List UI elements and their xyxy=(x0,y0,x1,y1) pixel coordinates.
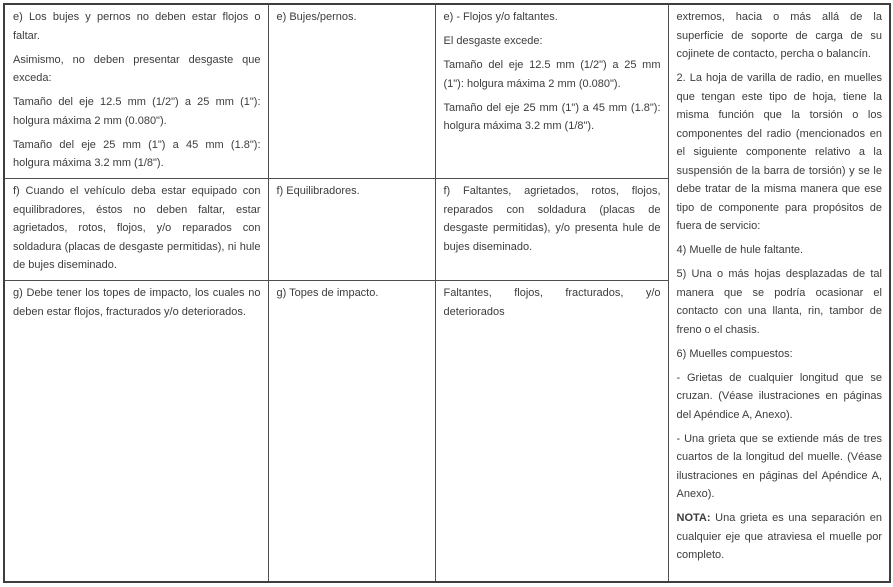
cell-componente-f xyxy=(268,179,435,281)
nota-text: Una grieta es una separación en cualquier eje que atraviesa el muelle por completo. xyxy=(676,512,883,561)
cell-paragraph: f) Cuando el vehículo deba estar equipado con equilibradores, éstos no deben faltar, estar agrietados, rotos, flojos, y/o reparados con soldadura (placas de desgaste permitidas), ni hule de bujes diseminado. xyxy=(13,185,261,271)
cell-componente-g xyxy=(268,281,435,583)
document-sheet xyxy=(3,3,890,584)
cell-paragraph: e) - Flojos y/o faltantes. xyxy=(443,11,558,23)
cell-paragraph: Faltantes, flojos, fracturados, y/o deteriorados xyxy=(443,287,661,318)
cell-paragraph: f) Equilibradores. xyxy=(276,185,360,197)
cell-paragraph: 6) Muelles compuestos: xyxy=(676,347,793,360)
table-row-e xyxy=(4,4,890,179)
cell-criterio-g xyxy=(435,281,668,583)
cell-paragraph: f) Faltantes, agrietados, rotos, flojos, reparados con soldadura (placas de desgaste permitidas), y/o presenta hule de bujes diseminado. xyxy=(443,185,661,253)
cell-paragraph: Asimismo, no deben presentar desgaste que exceda: xyxy=(13,53,261,84)
cell-paragraph: e) Bujes/pernos. xyxy=(276,11,357,23)
nota-paragraph xyxy=(677,509,883,565)
cell-paragraph: El desgaste excede: xyxy=(443,35,543,47)
cell-continuation-column xyxy=(668,4,890,582)
cell-requisito-g xyxy=(4,281,268,583)
cell-paragraph: Tamaño del eje 25 mm (1") a 45 mm (1.8"): holgura máxima 3.2 mm (1/8"). xyxy=(13,138,261,169)
cell-criterio-f xyxy=(435,179,668,281)
cell-paragraph: Tamaño del eje 12.5 mm (1/2") a 25 mm (1"): holgura máxima 2 mm (0.080"). xyxy=(443,59,661,90)
inspection-table xyxy=(3,3,891,583)
cell-paragraph: - Una grieta que se extiende más de tres cuartos de la longitud del muelle. (Véase ilustraciones en páginas del Apéndice A, Anexo). xyxy=(676,432,882,500)
cell-requisito-f xyxy=(4,179,268,281)
cell-paragraph: g) Topes de impacto. xyxy=(276,287,379,299)
cell-paragraph: Tamaño del eje 12.5 mm (1/2") a 25 mm (1"): holgura máxima 2 mm (0.080"). xyxy=(13,96,261,127)
cell-paragraph: Tamaño del eje 25 mm (1") a 45 mm (1.8"): holgura máxima 3.2 mm (1/8"). xyxy=(443,101,661,132)
cell-paragraph: extremos, hacia o más allá de la superficie de soporte de carga de su cojinete de contacto, percha o balancín. xyxy=(676,11,882,60)
cell-paragraph: 5) Una o más hojas desplazadas de tal manera que se podría ocasionar el contacto con una llanta, rin, tambor de freno o el chasis. xyxy=(676,268,882,336)
nota-label: NOTA: xyxy=(676,512,711,524)
cell-paragraph: g) Debe tener los topes de impacto, los cuales no deben estar flojos, fracturados y/o deteriorados. xyxy=(13,287,261,318)
cell-componente-e xyxy=(268,4,435,179)
cell-requisito-e xyxy=(4,4,268,179)
cell-paragraph: - Grietas de cualquier longitud que se cruzan. (Véase ilustraciones en páginas del Apéndice A, Anexo). xyxy=(676,371,882,421)
cell-paragraph: e) Los bujes y pernos no deben estar flojos o faltar. xyxy=(13,11,261,42)
cell-paragraph: 4) Muelle de hule faltante. xyxy=(676,244,804,256)
cell-paragraph: 2. La hoja de varilla de radio, en muelles que tengan este tipo de hoja, tiene la misma función que la torsión o los componentes del radio (mencionados en el siguiente componente relativo a la suspensión de la barra de torsión) y se le debe tratar de la misma manera que ese tipo de componente para propósitos de fuera de servicio: xyxy=(676,72,882,232)
cell-criterio-e xyxy=(435,4,668,179)
